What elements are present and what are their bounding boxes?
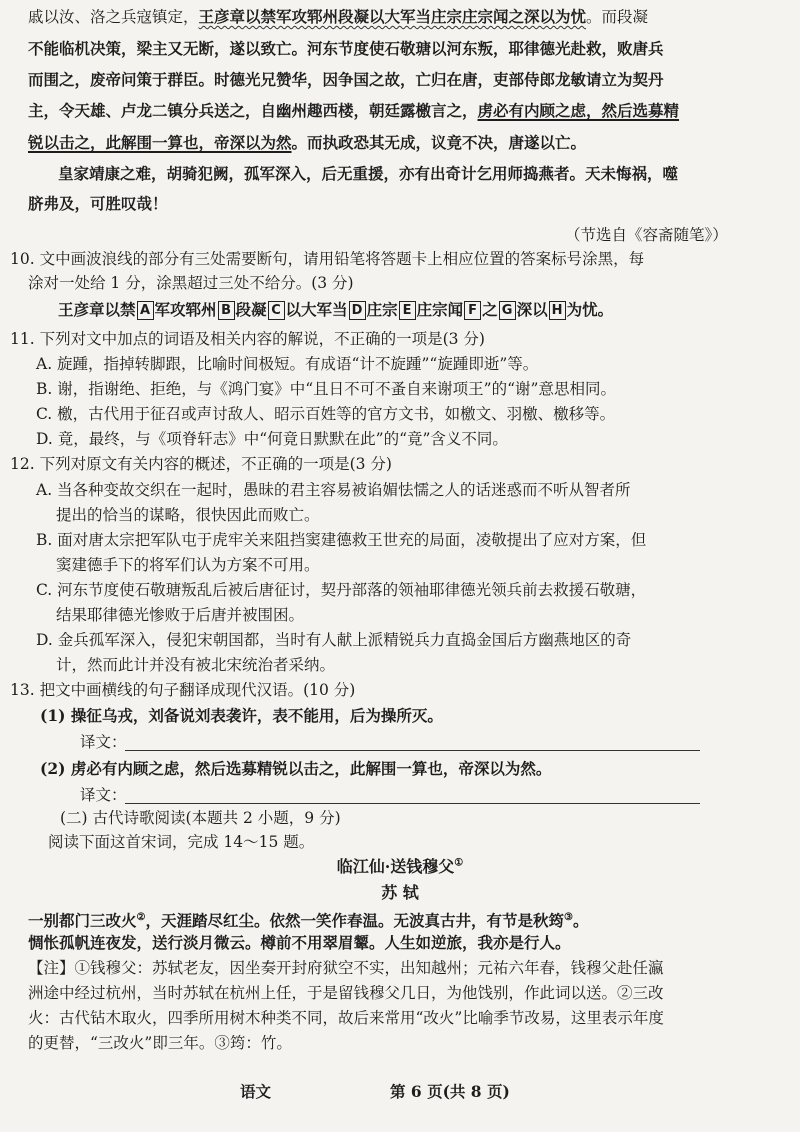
q13-sentence-2: (2) 虏必有内顾之虑，然后选募精锐以击之，此解围一算也，帝深以为然。 [40, 759, 552, 778]
q11-stem: 11. 下列对文中加点的词语及相关内容的解说，不正确的一项是(3 分) [10, 330, 485, 348]
q12-option-c-cont: 结果耶律德光惨败于后唐并被围困。 [56, 606, 305, 624]
passage-line-2: 不能临机决策，梁主又无断，遂以致亡。河东节度使石敬瑭以河东叛，耶律德光赴救，败唐兵 [28, 39, 664, 58]
q12-option-a: A. 当各种变故交织在一起时，愚昧的君主容易被谄媚怯懦之人的话迷惑而不听从智者所 [36, 481, 631, 499]
q12-option-b-cont: 窦建德手下的将军们认为方案不可用。 [56, 556, 320, 574]
q11-option-b: B. 谢，指谢绝、拒绝，与《鸿门宴》中“且日不可不蚤自来谢项王”的“谢”意思相同。 [36, 380, 616, 398]
poem-line-2: 惆怅孤帆连夜发，送行淡月微云。樽前不用翠眉颦。人生如逆旅，我亦是行人。 [28, 933, 571, 952]
footer-subject: 语文 [240, 1082, 272, 1101]
answer-box-c[interactable]: C [268, 301, 285, 320]
passage-text: 。而段凝 [586, 8, 649, 26]
q10-stem-line-2: 涂对一处给 1 分，涂黑超过三处不给分。(3 分) [28, 274, 354, 292]
q11-option-c: C. 檄，古代用于征召或声讨敌人、昭示百姓等的官方文书，如檄文、羽檄、檄移等。 [36, 405, 616, 423]
notes-line-3: 火：古代钻木取火，四季所用树木种类不同，故后来常用“改火”比喻季节改易，这里表示年度 [28, 1009, 664, 1027]
passage-line-6: 皇家靖康之难，胡骑犯阙，孤军深入，后无重援，亦有出奇计乞用师捣燕者。天未悔祸，噬 [58, 164, 679, 183]
answer-box-a[interactable]: A [137, 301, 154, 320]
passage-line-4 [28, 99, 679, 123]
passage-line-3: 而围之，废帝问策于群臣。时德光兄赞华，因争国之故，亡归在唐，吏部侍郎龙敏请立为契丹 [28, 70, 664, 89]
wavy-underlined-sentence: 王彦章以禁军攻郓州段凝以大军当庄宗庄宗闻之深以为忧 [198, 7, 587, 26]
q13-translation-label-1: 译文： [80, 733, 127, 751]
poem-author: 苏 轼 [381, 883, 419, 902]
underlined-sentence: 锐以击之，此解围一算也，帝深以为然 [28, 133, 292, 152]
footer-page-number: 第 6 页(共 8 页) [390, 1082, 510, 1101]
q10-sentence-with-boxes: 王彦章以禁 A 军攻郓州 B 段凝 C 以大军当 D 庄宗 E 庄宗闻 F 之 G 深以 H 为忧。 [58, 300, 614, 319]
answer-box-f[interactable]: F [464, 301, 481, 320]
passage-source: （节选自《容斋随笔》） [565, 226, 728, 244]
q12-stem: 12. 下列对原文有关内容的概述，不正确的一项是(3 分) [10, 455, 392, 473]
section-2-intro: 阅读下面这首宋词，完成 14～15 题。 [48, 833, 315, 851]
passage-text: 主，令天雄、卢龙二镇分兵送之，自幽州趣西楼，朝廷露檄言之， [28, 101, 478, 120]
q12-option-c: C. 河东节度使石敬瑭叛乱后被后唐征讨，契丹部落的领袖耶律德光领兵前去救援石敬瑭， [36, 581, 647, 599]
answer-box-d[interactable]: D [349, 301, 366, 320]
q12-option-a-cont: 提出的恰当的谋略，很快因此而败亡。 [56, 506, 320, 524]
passage-line-1 [28, 5, 648, 29]
passage-line-5 [28, 131, 586, 155]
q11-option-d: D. 竟，最终，与《项脊轩志》中“何竟日默默在此”的“竟”含义不同。 [36, 430, 508, 448]
q12-option-d-cont: 计，然而此计并没有被北宋统治者采纳。 [56, 656, 336, 674]
q13-stem: 13. 把文中画横线的句子翻译成现代汉语。(10 分) [10, 681, 356, 699]
answer-box-e[interactable]: E [399, 301, 416, 320]
notes-line-4: 的更替，“三改火”即三年。③筠：竹。 [28, 1034, 292, 1052]
section-2-title: (二) 古代诗歌阅读(本题共 2 小题，9 分) [60, 809, 341, 827]
q12-option-d: D. 金兵孤军深入，侵犯宋朝国都，当时有人献上派精锐兵力直捣金国后方幽燕地区的奇 [36, 631, 632, 649]
q11-option-a: A. 旋踵，指掉转脚跟，比喻时间极短。有成语“计不旋踵”“旋踵即逝”等。 [36, 355, 539, 373]
q10-stem-line-1: 10. 文中画波浪线的部分有三处需要断句，请用铅笔将答题卡上相应位置的答案标号涂黑，每 [10, 250, 645, 268]
passage-text: 戚以汝、洛之兵寇镇定， [28, 8, 199, 26]
underlined-sentence: 虏必有内顾之虑，然后选募精 [477, 101, 680, 120]
passage-text: 。而执政恐其无成，议竟不决，唐遂以亡。 [291, 133, 587, 152]
answer-box-b[interactable]: B [218, 301, 235, 320]
translation-answer-line-1[interactable] [125, 750, 700, 751]
poem-line-1: 一别都门三改火②，天涯踏尽红尘。依然一笑作春温。无波真古井，有节是秋筠③。 [28, 911, 589, 931]
answer-box-h[interactable]: H [549, 301, 566, 320]
passage-line-7: 脐弗及，可胜叹哉！ [28, 194, 168, 213]
poem-title: 临江仙·送钱穆父① [336, 857, 464, 876]
q13-translation-label-2: 译文： [80, 786, 127, 804]
q13-sentence-1: (1) 操征乌戎，刘备说刘表袭许，表不能用，后为操所灭。 [40, 706, 443, 725]
notes-line-1: 【注】①钱穆父：苏轼老友，因坐奏开封府狱空不实，出知越州；元祐六年春，钱穆父赴任瀛 [28, 959, 664, 977]
q12-option-b: B. 面对唐太宗把军队屯于虎牢关来阻挡窦建德救王世充的局面，凌敬提出了应对方案，但 [36, 531, 647, 549]
answer-box-g[interactable]: G [499, 301, 516, 320]
translation-answer-line-2[interactable] [125, 803, 700, 804]
notes-line-2: 洲途中经过杭州，当时苏轼在杭州上任，于是留钱穆父几日，为他饯别，作此词以送。②三改 [28, 984, 664, 1002]
